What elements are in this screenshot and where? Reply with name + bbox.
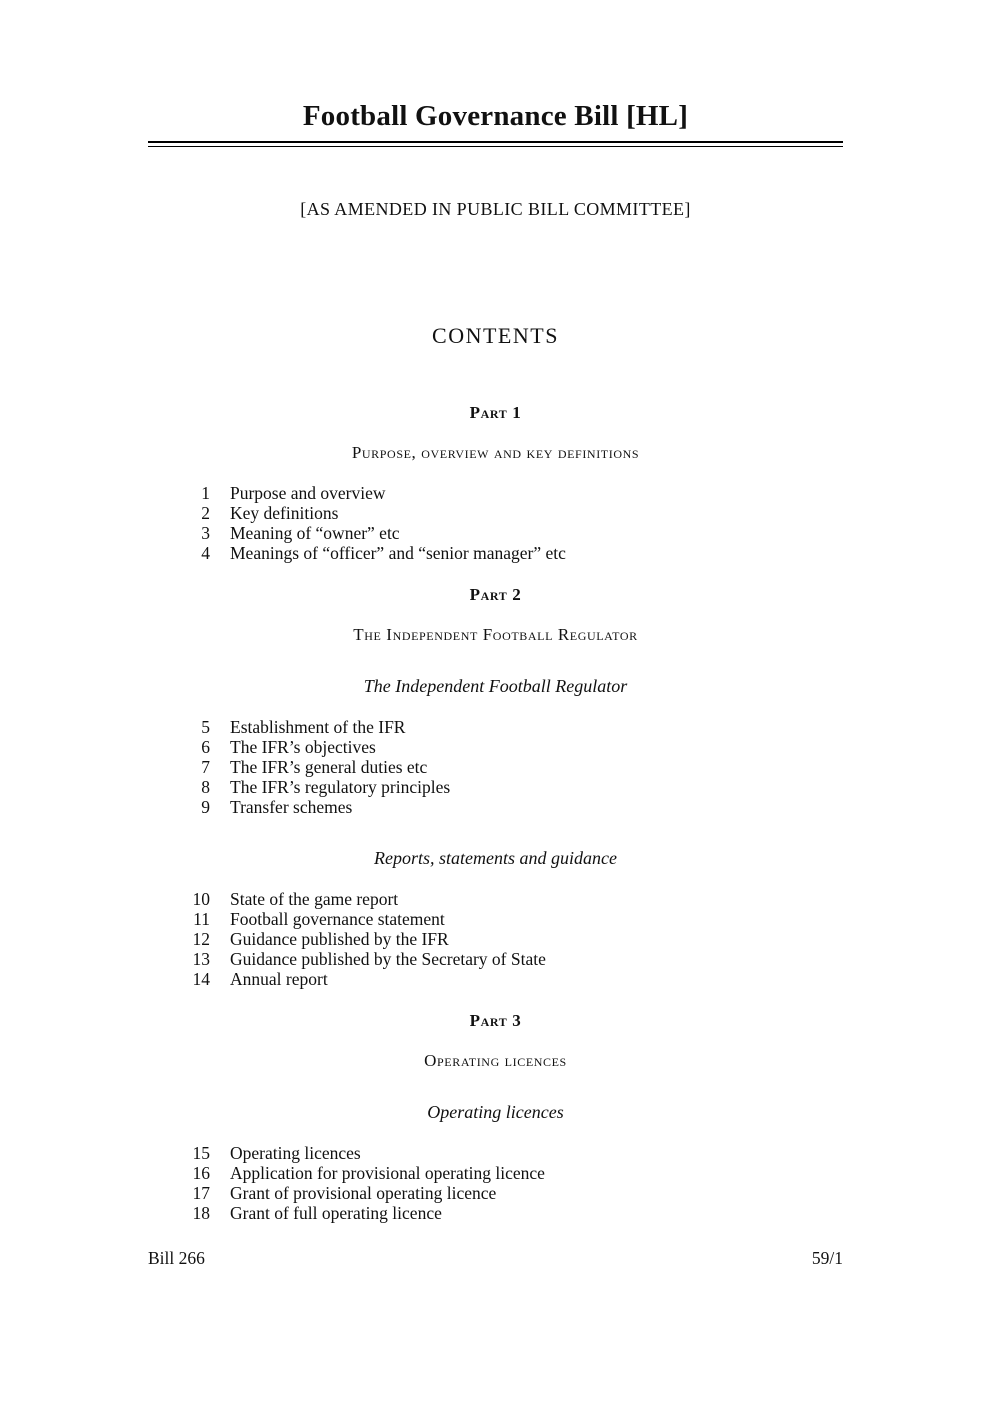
page-footer bbox=[148, 1248, 843, 1269]
item-title: Purpose and overview bbox=[230, 483, 386, 503]
toc-item bbox=[148, 1203, 843, 1223]
toc-item bbox=[148, 797, 843, 817]
item-title: Grant of provisional operating licence bbox=[230, 1183, 497, 1203]
toc-item bbox=[148, 1143, 843, 1163]
part1-items bbox=[148, 483, 843, 563]
item-number: 9 bbox=[201, 797, 210, 817]
item-title: State of the game report bbox=[230, 889, 399, 909]
toc-item bbox=[148, 737, 843, 757]
item-title: Application for provisional operating licence bbox=[230, 1163, 545, 1183]
item-number: 3 bbox=[201, 523, 210, 543]
item-number: 8 bbox=[201, 777, 210, 797]
part2-label: Part 2 bbox=[469, 585, 522, 604]
item-title: Football governance statement bbox=[230, 909, 445, 929]
item-number: 6 bbox=[201, 737, 210, 757]
part2-items-1 bbox=[148, 717, 843, 817]
item-title: The IFR’s general duties etc bbox=[230, 757, 428, 777]
title-double-rule bbox=[148, 141, 843, 147]
item-title: Transfer schemes bbox=[230, 797, 353, 817]
item-title: Grant of full operating licence bbox=[230, 1203, 442, 1223]
footer-session-number: 59/1 bbox=[811, 1248, 843, 1268]
bill-title: Football Governance Bill [HL] bbox=[302, 100, 689, 132]
item-title: Guidance published by the Secretary of State bbox=[230, 949, 546, 969]
toc-item bbox=[148, 1183, 843, 1203]
item-number: 16 bbox=[192, 1163, 210, 1183]
item-number: 5 bbox=[201, 717, 210, 737]
item-title: Key definitions bbox=[230, 503, 339, 523]
item-title: Meaning of “owner” etc bbox=[230, 523, 400, 543]
part1-label: Part 1 bbox=[469, 403, 522, 422]
part1-heading: Purpose, overview and key definitions bbox=[351, 443, 640, 462]
part3-items-1 bbox=[148, 1143, 843, 1223]
item-number: 2 bbox=[201, 503, 210, 523]
toc-item bbox=[148, 777, 843, 797]
item-number: 4 bbox=[201, 543, 210, 563]
toc-item bbox=[148, 909, 843, 929]
item-number: 7 bbox=[201, 757, 210, 777]
toc-item bbox=[148, 1163, 843, 1183]
item-number: 11 bbox=[193, 909, 210, 929]
part2-subheading-2: Reports, statements and guidance bbox=[374, 848, 617, 868]
item-number: 17 bbox=[192, 1183, 210, 1203]
item-title: The IFR’s objectives bbox=[230, 737, 376, 757]
toc-item bbox=[148, 969, 843, 989]
part3-heading: Operating licences bbox=[424, 1051, 567, 1070]
footer-bill-number: Bill 266 bbox=[148, 1248, 205, 1268]
item-number: 1 bbox=[201, 483, 210, 503]
toc-item bbox=[148, 543, 843, 563]
part2-heading: The Independent Football Regulator bbox=[353, 625, 638, 644]
item-number: 12 bbox=[192, 929, 210, 949]
item-title: Guidance published by the IFR bbox=[230, 929, 449, 949]
contents-heading: CONTENTS bbox=[432, 323, 559, 348]
toc-item bbox=[148, 889, 843, 909]
toc-item bbox=[148, 757, 843, 777]
part2-subheading-1: The Independent Football Regulator bbox=[363, 676, 628, 696]
item-number: 10 bbox=[192, 889, 210, 909]
item-title: Annual report bbox=[230, 969, 328, 989]
toc-item bbox=[148, 503, 843, 523]
toc-item bbox=[148, 483, 843, 503]
item-title: The IFR’s regulatory principles bbox=[230, 777, 451, 797]
item-number: 18 bbox=[192, 1203, 210, 1223]
item-title: Meanings of “officer” and “senior manager” etc bbox=[230, 543, 566, 563]
toc-item bbox=[148, 929, 843, 949]
amendment-note: [AS AMENDED IN PUBLIC BILL COMMITTEE] bbox=[300, 199, 691, 219]
item-number: 15 bbox=[192, 1143, 210, 1163]
toc-item bbox=[148, 717, 843, 737]
item-title: Establishment of the IFR bbox=[230, 717, 406, 737]
toc-item bbox=[148, 949, 843, 969]
item-number: 13 bbox=[192, 949, 210, 969]
item-number: 14 bbox=[192, 969, 210, 989]
part3-label: Part 3 bbox=[469, 1011, 522, 1030]
item-title: Operating licences bbox=[230, 1143, 361, 1163]
page-content bbox=[148, 0, 843, 1223]
part3-subheading-1: Operating licences bbox=[427, 1102, 564, 1122]
toc-item bbox=[148, 523, 843, 543]
part2-items-2 bbox=[148, 889, 843, 989]
